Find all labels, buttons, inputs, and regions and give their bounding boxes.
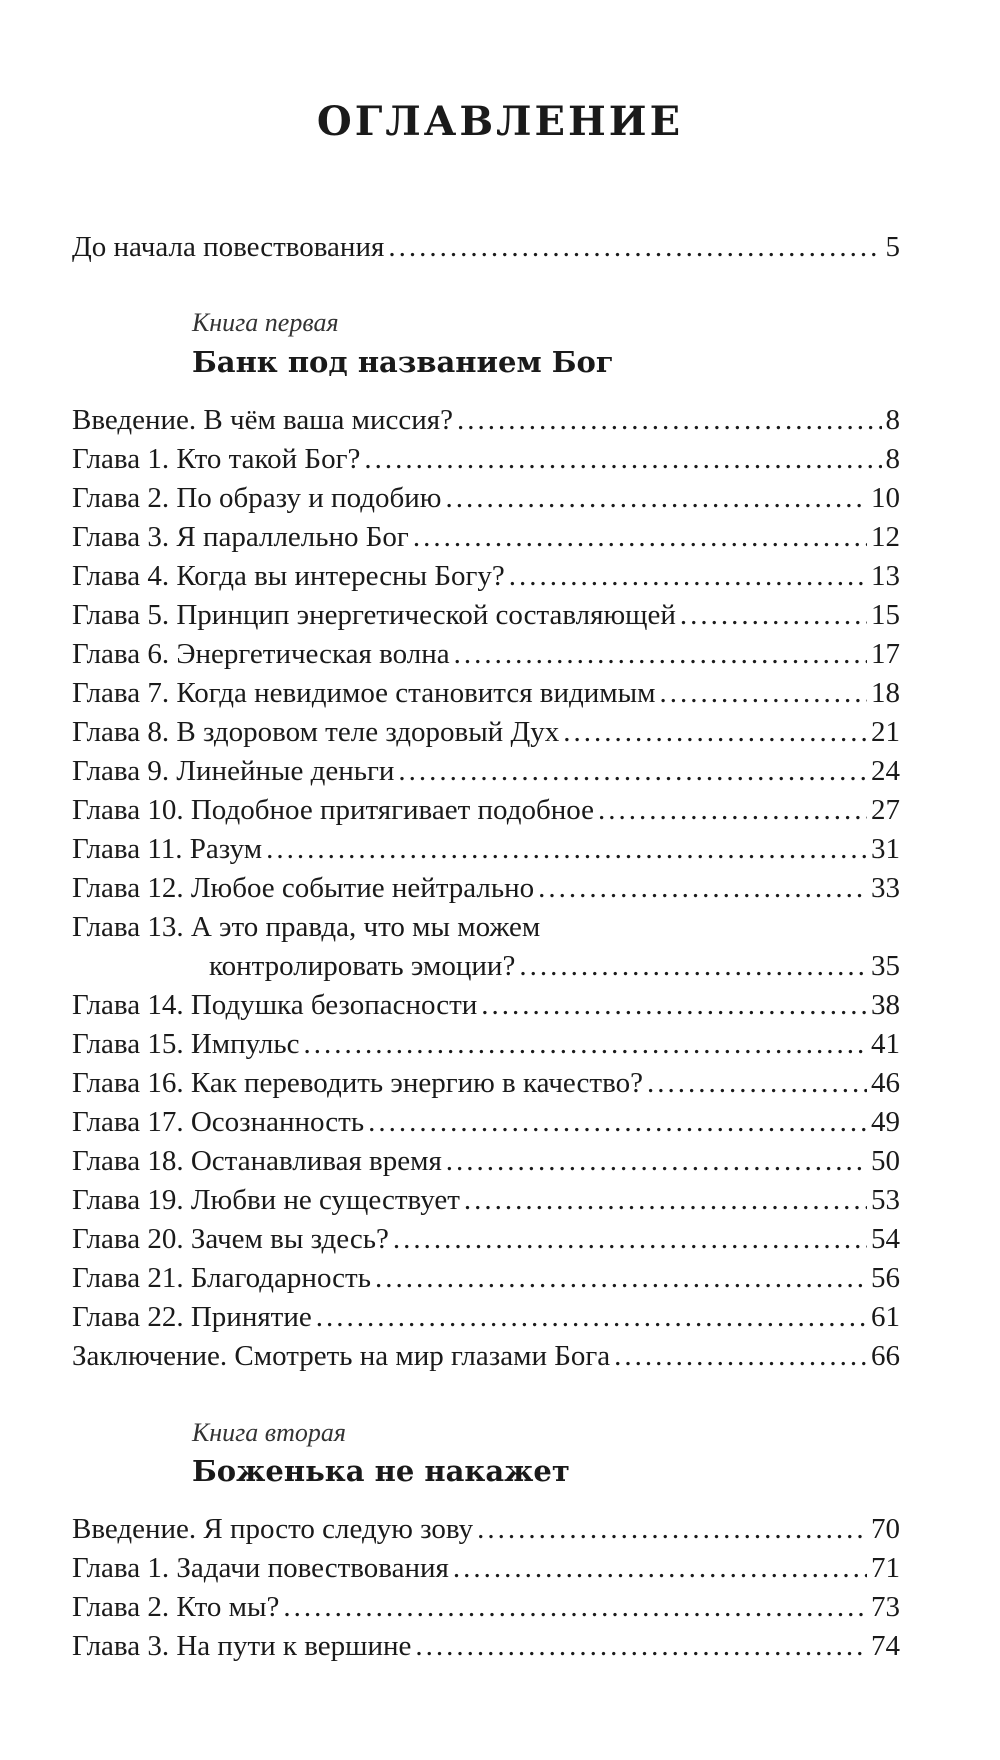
toc-entry-text: Глава 3. На пути к вершине xyxy=(72,1630,412,1662)
toc-entry-text: Введение. В чём ваша миссия? xyxy=(72,404,454,436)
toc-entry-page: 38 xyxy=(871,989,900,1021)
toc-entry-text-continued: контролировать эмоции? xyxy=(209,950,516,982)
toc-entry-page: 18 xyxy=(871,677,900,709)
toc-entry-text: Заключение. Смотреть на мир глазами Бога xyxy=(72,1340,611,1372)
toc-entry xyxy=(72,793,900,827)
toc-entry-page: 56 xyxy=(871,1262,900,1294)
toc-entry-text: Глава 4. Когда вы интересны Богу? xyxy=(72,560,505,592)
toc-entry-page: 5 xyxy=(885,231,900,263)
toc-entry xyxy=(72,559,900,593)
dot-leader xyxy=(598,793,867,827)
toc-entry-text: Глава 8. В здоровом теле здоровый Дух xyxy=(72,716,560,748)
toc-entry-text: Глава 2. Кто мы? xyxy=(72,1591,280,1623)
toc-entry-text: Глава 15. Импульс xyxy=(72,1028,300,1060)
toc-entry-text: Глава 13. А это правда, что мы можем xyxy=(72,911,541,943)
dot-leader xyxy=(519,949,867,983)
toc-entry xyxy=(72,403,900,437)
dot-leader xyxy=(398,754,867,788)
toc-entry-page: 13 xyxy=(871,560,900,592)
dot-leader xyxy=(375,1261,867,1295)
toc-entry xyxy=(72,988,900,1022)
toc-entry-page: 10 xyxy=(871,482,900,514)
toc-entry-page: 50 xyxy=(871,1145,900,1177)
toc-entry-first-line xyxy=(72,910,900,944)
toc-entry-text: Введение. Я просто следую зову xyxy=(72,1513,474,1545)
book-label: Книга вторая xyxy=(192,1418,346,1447)
toc-entry xyxy=(72,1261,900,1295)
toc-entry-text: Глава 10. Подобное притягивает подобное xyxy=(72,794,594,826)
toc-entry-text: Глава 3. Я параллельно Бог xyxy=(72,521,409,553)
toc-entry-page: 21 xyxy=(871,716,900,748)
toc-entry-text: Глава 20. Зачем вы здесь? xyxy=(72,1223,389,1255)
dot-leader xyxy=(563,715,867,749)
toc-entry-text: Глава 18. Останавливая время xyxy=(72,1145,442,1177)
toc-entry xyxy=(72,832,900,866)
dot-leader xyxy=(303,1027,867,1061)
toc-entry xyxy=(72,1183,900,1217)
toc-entry-page: 31 xyxy=(871,833,900,865)
dot-leader xyxy=(454,637,867,671)
toc-entry-text: Глава 19. Любви не существует xyxy=(72,1184,460,1216)
toc-entry-text: Глава 22. Принятие xyxy=(72,1301,312,1333)
dot-leader xyxy=(388,230,881,264)
dot-leader xyxy=(415,1629,867,1663)
toc-entry xyxy=(72,1629,900,1663)
toc-entry-page: 12 xyxy=(871,521,900,553)
toc-entry xyxy=(72,1512,900,1546)
toc-entry-page: 61 xyxy=(871,1301,900,1333)
dot-leader xyxy=(283,1590,867,1624)
book-title: Банк под названием Бог xyxy=(192,345,614,379)
dot-leader xyxy=(614,1339,867,1373)
dot-leader xyxy=(368,1105,867,1139)
dot-leader xyxy=(538,871,867,905)
dot-leader xyxy=(393,1222,867,1256)
dot-leader xyxy=(659,676,867,710)
toc-entry xyxy=(72,1551,900,1585)
toc-entry xyxy=(72,520,900,554)
toc-entry-page: 8 xyxy=(885,404,900,436)
toc-entry-page: 46 xyxy=(871,1067,900,1099)
toc-entry xyxy=(72,598,900,632)
toc-entry xyxy=(72,1590,900,1624)
toc-entry xyxy=(72,442,900,476)
toc-entry xyxy=(72,871,900,905)
toc-entry xyxy=(72,715,900,749)
toc-entry-page: 54 xyxy=(871,1223,900,1255)
toc-entry xyxy=(72,1027,900,1061)
book-label: Книга первая xyxy=(192,308,339,337)
toc-entry-page: 71 xyxy=(871,1552,900,1584)
dot-leader xyxy=(364,442,881,476)
page-title: ОГЛАВЛЕНИЕ xyxy=(316,98,684,145)
toc-entry-page: 66 xyxy=(871,1340,900,1372)
toc-entry-text: Глава 14. Подушка безопасности xyxy=(72,989,478,1021)
toc-entry-text: Глава 2. По образу и подобию xyxy=(72,482,442,514)
toc-entry xyxy=(72,637,900,671)
dot-leader xyxy=(647,1066,867,1100)
toc-entry-text: Глава 11. Разум xyxy=(72,833,263,865)
dot-leader xyxy=(680,598,867,632)
toc-entry-text: Глава 21. Благодарность xyxy=(72,1262,371,1294)
toc-entry xyxy=(72,1066,900,1100)
dot-leader xyxy=(477,1512,867,1546)
toc-entry-text: Глава 7. Когда невидимое становится видимым xyxy=(72,677,656,709)
dot-leader xyxy=(464,1183,867,1217)
toc-entry xyxy=(72,481,900,515)
toc-entry-page: 53 xyxy=(871,1184,900,1216)
toc-entry xyxy=(72,1339,900,1373)
dot-leader xyxy=(266,832,867,866)
toc-entry-text: Глава 1. Задачи повествования xyxy=(72,1552,449,1584)
toc-entry xyxy=(72,1105,900,1139)
dot-leader xyxy=(481,988,867,1022)
toc-entry-text: Глава 5. Принцип энергетической составляющей xyxy=(72,599,676,631)
toc-entry xyxy=(72,676,900,710)
toc-entry-text: Глава 9. Линейные деньги xyxy=(72,755,395,787)
toc-entry-page: 70 xyxy=(871,1513,900,1545)
dot-leader xyxy=(445,481,867,515)
toc-entry-page: 35 xyxy=(871,950,900,982)
toc-entry xyxy=(72,1300,900,1334)
dot-leader xyxy=(453,1551,867,1585)
dot-leader xyxy=(509,559,867,593)
toc-entry xyxy=(72,230,900,264)
dot-leader xyxy=(446,1144,867,1178)
toc-entry-text: Глава 12. Любое событие нейтрально xyxy=(72,872,535,904)
toc-entry-page: 27 xyxy=(871,794,900,826)
toc-entry-page: 73 xyxy=(871,1591,900,1623)
toc-entry xyxy=(72,754,900,788)
toc-entry-page: 74 xyxy=(871,1630,900,1662)
toc-entry xyxy=(72,1144,900,1178)
toc-entry-text: До начала повествования xyxy=(72,231,385,263)
toc-entry-page: 24 xyxy=(871,755,900,787)
dot-leader xyxy=(413,520,867,554)
toc-entry-page: 17 xyxy=(871,638,900,670)
toc-entry-page: 15 xyxy=(871,599,900,631)
dot-leader xyxy=(457,403,881,437)
toc-entry-text: Глава 17. Осознанность xyxy=(72,1106,365,1138)
toc-entry-page: 49 xyxy=(871,1106,900,1138)
toc-entry-page: 33 xyxy=(871,872,900,904)
book-title: Боженька не накажет xyxy=(192,1454,570,1488)
toc-entry-page: 41 xyxy=(871,1028,900,1060)
toc-entry xyxy=(72,1222,900,1256)
toc-entry-text: Глава 16. Как переводить энергию в качество? xyxy=(72,1067,643,1099)
toc-entry-text: Глава 6. Энергетическая волна xyxy=(72,638,450,670)
dot-leader xyxy=(316,1300,867,1334)
toc-entry-text: Глава 1. Кто такой Бог? xyxy=(72,443,361,475)
toc-entry-continuation xyxy=(209,949,900,983)
toc-entry-page: 8 xyxy=(885,443,900,475)
